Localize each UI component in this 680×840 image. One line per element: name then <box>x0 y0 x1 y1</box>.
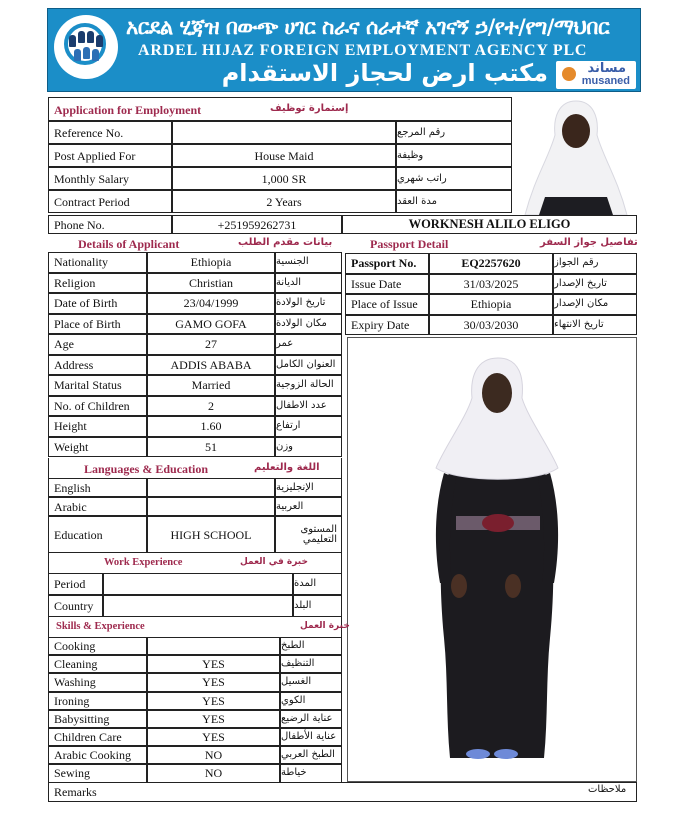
applicant-row-label-ar: الديانة <box>275 273 342 294</box>
applicant-row-label-ar: مكان الولادة <box>275 314 342 335</box>
applicant-row-label-ar: الحالة الزوجية <box>275 375 342 396</box>
work-row-value <box>103 595 293 617</box>
work-title-ar: خبرة في العمل <box>240 557 308 567</box>
applicant-row-label-ar: وزن <box>275 437 342 458</box>
skill-row-value: YES <box>147 655 280 673</box>
applicant-row-value: Ethiopia <box>147 252 275 273</box>
passport-title-ar: تفاصيل جواز السفر <box>540 237 638 248</box>
passport-row-label: Passport No. <box>345 253 429 274</box>
application-row-value: 2 Years <box>172 190 396 213</box>
application-row-label: Post Applied For <box>48 144 172 167</box>
applicant-row-label: Nationality <box>48 252 147 273</box>
application-row-label: Contract Period <box>48 190 172 213</box>
application-row-label-ar: راتب شهري <box>396 167 512 190</box>
skill-row-value: YES <box>147 673 280 691</box>
passport-row-label: Issue Date <box>345 274 429 295</box>
skill-row-value <box>147 637 280 655</box>
work-row-label: Country <box>48 595 103 617</box>
language-row-label-ar: المستوى التعليمي <box>275 516 342 553</box>
applicant-row-value: GAMO GOFA <box>147 314 275 335</box>
applicant-row-label-ar: العنوان الكامل <box>275 355 342 376</box>
applicant-row-label-ar: عمر <box>275 334 342 355</box>
skill-row-label-ar: التنظيف <box>280 655 342 673</box>
applicant-row-label-ar: تاريخ الولادة <box>275 293 342 314</box>
musaned-english: musaned <box>581 75 630 87</box>
work-row-value <box>103 573 293 595</box>
application-title: Application for Employment <box>54 103 202 117</box>
work-row-label: Period <box>48 573 103 595</box>
musaned-arabic: مساند <box>587 61 626 76</box>
agency-name-arabic: مكتب ارض لحجاز الاستقدام <box>221 59 548 87</box>
remarks-label-ar: ملاحظات <box>588 784 627 795</box>
application-row-value: House Maid <box>172 144 396 167</box>
work-title: Work Experience <box>104 557 183 568</box>
application-row-value <box>172 121 396 144</box>
language-row-label: English <box>48 478 147 497</box>
skill-row-value: YES <box>147 692 280 710</box>
application-row-label: Reference No. <box>48 121 172 144</box>
language-row-value: HIGH SCHOOL <box>147 516 275 553</box>
language-row-value <box>147 497 275 516</box>
work-row-label-ar: البلد <box>293 595 342 617</box>
passport-row-value: Ethiopia <box>429 294 553 315</box>
applicant-row-label-ar: الجنسية <box>275 252 342 273</box>
applicant-title-ar: بيانات مقدم الطلب <box>238 237 333 248</box>
skill-row-label-ar: الطبخ <box>280 637 342 655</box>
agency-banner <box>47 8 641 92</box>
language-row-label: Education <box>48 516 147 553</box>
skill-row-label-ar: عناية الأطفال <box>280 728 342 746</box>
skill-row-label-ar: الكوي <box>280 692 342 710</box>
applicant-row-value: ADDIS ABABA <box>147 355 275 376</box>
skill-row-value: NO <box>147 746 280 764</box>
skill-row-label: Children Care <box>48 728 147 746</box>
work-row-label-ar: المدة <box>293 573 342 595</box>
applicant-row-label-ar: ارتفاع <box>275 416 342 437</box>
skill-row-value: YES <box>147 728 280 746</box>
musaned-logo-icon <box>562 67 576 81</box>
skill-row-label-ar: الغسيل <box>280 673 342 691</box>
skill-row-label: Sewing <box>48 764 147 782</box>
languages-title-ar: اللغة والتعليم <box>254 462 320 473</box>
skills-title: Skills & Experience <box>56 621 145 632</box>
passport-title: Passport Detail <box>370 237 449 251</box>
applicant-row-label: Religion <box>48 273 147 294</box>
skill-row-value: NO <box>147 764 280 782</box>
applicant-row-label: Date of Birth <box>48 293 147 314</box>
application-row-label-ar: وظيفة <box>396 144 512 167</box>
passport-row-label-ar: مكان الإصدار <box>553 294 637 315</box>
phone-value: +251959262731 <box>172 215 342 234</box>
applicant-row-label: No. of Children <box>48 396 147 417</box>
passport-row-value: EQ2257620 <box>429 253 553 274</box>
remarks-label: Remarks <box>54 785 97 799</box>
language-row-label-ar: الإنجليزية <box>275 478 342 497</box>
applicant-row-label: Age <box>48 334 147 355</box>
musaned-logo <box>556 61 636 89</box>
applicant-row-label: Height <box>48 416 147 437</box>
application-title-ar: إستمارة توظيف <box>270 103 349 114</box>
application-row-label: Monthly Salary <box>48 167 172 190</box>
passport-row-label-ar: تاريخ الإصدار <box>553 274 637 295</box>
applicant-title: Details of Applicant <box>78 237 180 251</box>
skill-row-label: Cooking <box>48 637 147 655</box>
skills-title-ar: خبرة العمل <box>300 621 350 631</box>
skill-row-label-ar: خياطة <box>280 764 342 782</box>
phone-label: Phone No. <box>48 215 172 234</box>
skill-row-label: Cleaning <box>48 655 147 673</box>
applicant-row-value: Married <box>147 375 275 396</box>
applicant-headshot-photo <box>515 97 637 215</box>
skill-row-label-ar: الطبخ العربي <box>280 746 342 764</box>
passport-row-label-ar: رقم الجواز <box>553 253 637 274</box>
language-row-label-ar: العربية <box>275 497 342 516</box>
application-row-value: 1,000 SR <box>172 167 396 190</box>
skill-row-label: Babysitting <box>48 710 147 728</box>
applicant-row-value: 27 <box>147 334 275 355</box>
applicant-row-value: 23/04/1999 <box>147 293 275 314</box>
applicant-row-label: Address <box>48 355 147 376</box>
agency-name-english: ARDEL HIJAZ FOREIGN EMPLOYMENT AGENCY PLC <box>138 42 588 59</box>
applicant-row-label: Weight <box>48 437 147 458</box>
agency-name-amharic: አርደል ሂጃዝ በውጭ ሀገር ስራና ሰራተኛ አገናኝ ኃ/የተ/የግ/ማህበር <box>126 15 610 39</box>
passport-row-label: Expiry Date <box>345 315 429 336</box>
applicant-row-label: Place of Birth <box>48 314 147 335</box>
skill-row-label: Arabic Cooking <box>48 746 147 764</box>
passport-row-value: 30/03/2030 <box>429 315 553 336</box>
applicant-row-value: 1.60 <box>147 416 275 437</box>
applicant-row-label-ar: عدد الاطفال <box>275 396 342 417</box>
applicant-name: WORKNESH ALILO ELIGO <box>342 215 637 234</box>
applicant-row-value: 2 <box>147 396 275 417</box>
passport-row-value: 31/03/2025 <box>429 274 553 295</box>
languages-title: Languages & Education <box>84 462 209 476</box>
language-row-label: Arabic <box>48 497 147 516</box>
applicant-row-value: 51 <box>147 437 275 458</box>
applicant-full-photo <box>347 337 637 782</box>
skill-row-label: Ironing <box>48 692 147 710</box>
applicant-row-label: Marital Status <box>48 375 147 396</box>
skill-row-label: Washing <box>48 673 147 691</box>
skill-row-value: YES <box>147 710 280 728</box>
passport-row-label: Place of Issue <box>345 294 429 315</box>
language-row-value <box>147 478 275 497</box>
applicant-row-value: Christian <box>147 273 275 294</box>
skill-row-label-ar: عناية الرضيع <box>280 710 342 728</box>
remarks-row <box>48 782 637 802</box>
application-row-label-ar: رقم المرجع <box>396 121 512 144</box>
agency-logo-icon <box>54 15 118 79</box>
passport-row-label-ar: تاريخ الانتهاء <box>553 315 637 336</box>
application-row-label-ar: مدة العقد <box>396 190 512 213</box>
